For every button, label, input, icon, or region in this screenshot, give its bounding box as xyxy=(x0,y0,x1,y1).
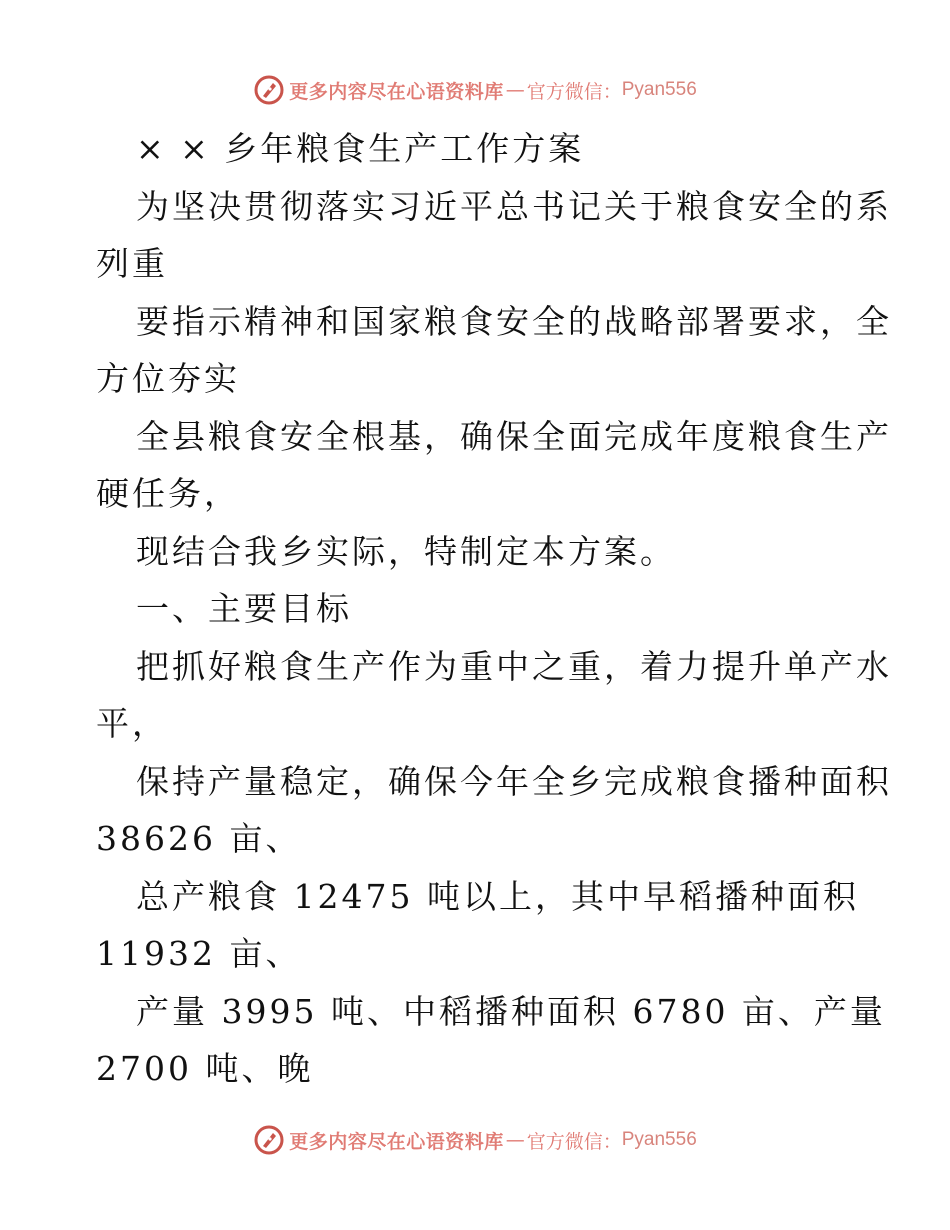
text-line: 38626 亩、 xyxy=(96,819,302,858)
text-line: 总产粮食 12475 吨以上，其中早稻播种面积 xyxy=(136,876,859,916)
watermark-wechat-handle: Pyan556 xyxy=(621,79,697,100)
text-line: 列重 xyxy=(96,244,168,283)
document-title: × × 乡年粮食生产工作方案 xyxy=(136,129,585,168)
text-line: 要指示精神和国家粮食安全的战略部署要求，全 xyxy=(136,301,892,341)
text-line: 全县粮食安全根基，确保全面完成年度粮食生产 xyxy=(136,416,892,456)
watermark-main-text: 更多内容尽在心语资料库 xyxy=(289,80,504,103)
header-watermark xyxy=(0,70,950,110)
text-line: 为坚决贯彻落实习近平总书记关于粮食安全的系 xyxy=(136,186,892,226)
fountain-pen-logo-icon xyxy=(253,74,285,106)
text-line: 2700 吨、晚 xyxy=(96,1049,314,1088)
text-line: 硬任务， xyxy=(96,474,240,513)
text-line: 平， xyxy=(96,704,168,743)
watermark-main-text: 更多内容尽在心语资料库 xyxy=(289,1130,504,1153)
text-line: 产量 3995 吨、中稻播种面积 6780 亩、产量 xyxy=(136,991,886,1031)
text-line: 现结合我乡实际，特制定本方案。 xyxy=(136,531,676,571)
watermark-wechat-label: 官方微信： xyxy=(526,80,622,103)
footer-watermark xyxy=(0,1120,950,1160)
watermark-wechat-label: 官方微信： xyxy=(526,1130,622,1153)
watermark-dash: — xyxy=(505,79,525,101)
fountain-pen-logo-icon xyxy=(253,1124,285,1156)
text-line: 保持产量稳定，确保今年全乡完成粮食播种面积 xyxy=(136,761,892,801)
text-line: 把抓好粮食生产作为重中之重，着力提升单产水 xyxy=(136,646,892,686)
text-line: 11932 亩、 xyxy=(96,934,302,973)
watermark-dash: — xyxy=(505,1129,525,1151)
text-line: 一、主要目标 xyxy=(136,589,352,628)
document-body xyxy=(96,120,892,1098)
watermark-wechat-handle: Pyan556 xyxy=(621,1129,697,1150)
text-line: 方位夯实 xyxy=(96,359,240,398)
